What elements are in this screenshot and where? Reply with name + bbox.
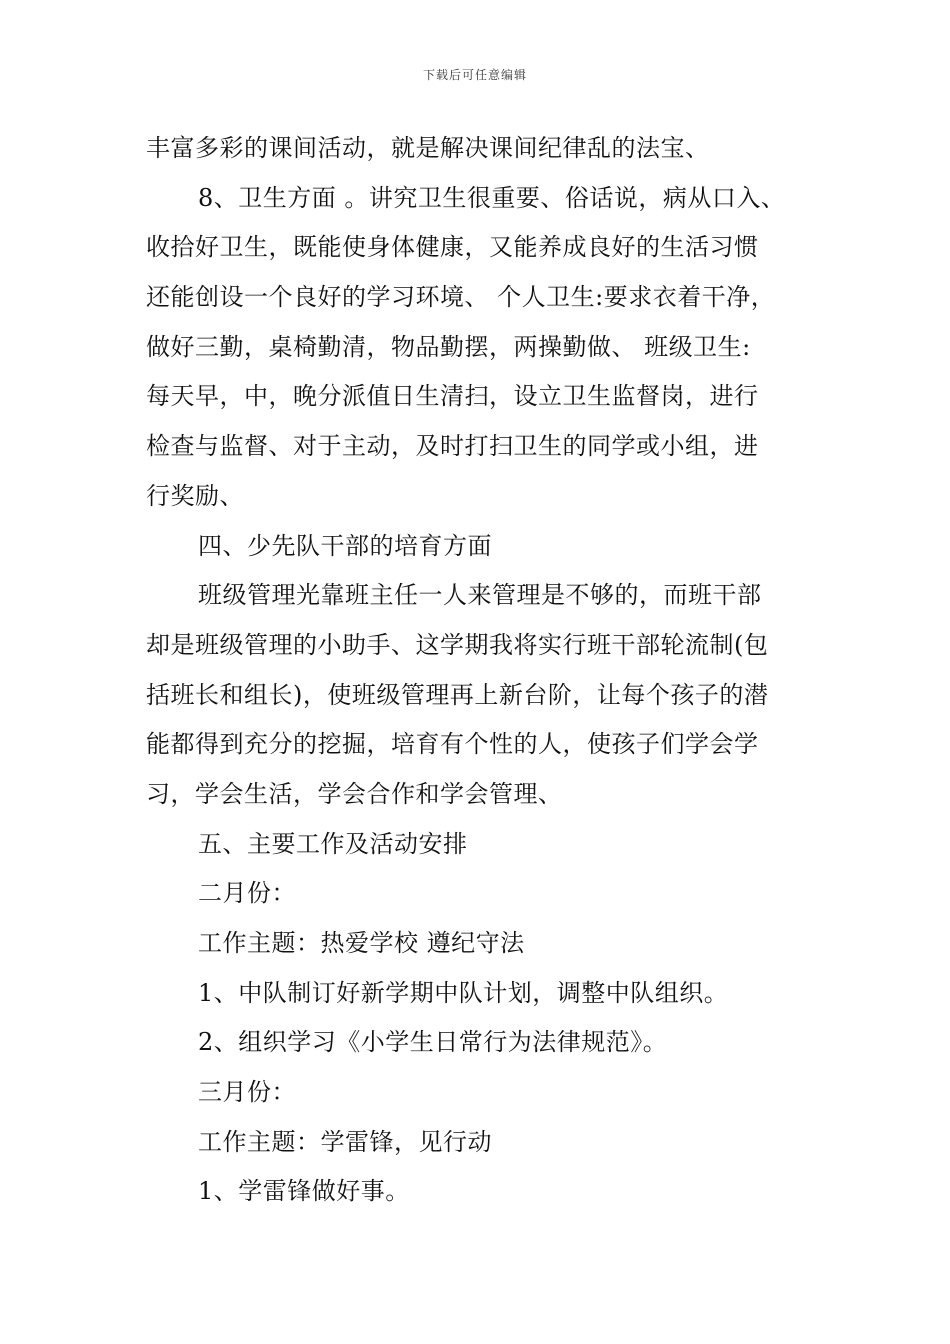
text-line: 8、卫生方面 。讲究卫生很重要、俗话说，病从口入、 [198,183,786,212]
work-theme: 工作主题：热爱学校 遵纪守法 [198,929,525,957]
text-line: 还能创设一个良好的学习环境、 个人卫生:要求衣着干净， [146,283,776,312]
page-header-note: 下载后可任意编辑 [422,68,527,82]
text-line: 行奖励、 [146,481,244,510]
document-body [146,124,816,1217]
text-line: 括班长和组长)，使班级管理再上新台阶，让每个孩子的潜 [146,680,769,709]
text-line: 却是班级管理的小助手、这学期我将实行班干部轮流制(包 [146,630,769,659]
text-line: 丰富多彩的课间活动，就是解决课间纪律乱的法宝、 [146,134,710,162]
text-line: 班级管理光靠班主任一人来管理是不够的，而班干部 [198,581,762,610]
text-line: 做好三勤，桌椅勤清，物品勤摆，两操勤做、 班级卫生: [146,332,751,361]
text-line: 检查与监督、对于主动，及时打扫卫生的同学或小组，进 [146,432,759,461]
month-heading: 三月份： [198,1078,296,1107]
text-line: 收拾好卫生，既能使身体健康，又能养成良好的生活习惯 [146,233,759,262]
list-item: 1、学雷锋做好事。 [198,1177,410,1206]
month-heading: 二月份： [198,879,296,908]
list-item: 1、中队制订好新学期中队计划，调整中队组织。 [198,978,729,1007]
work-theme: 工作主题：学雷锋，见行动 [198,1127,492,1156]
section-heading: 四、少先队干部的培育方面 [198,531,492,560]
text-line: 习，学会生活，学会合作和学会管理、 [146,779,563,808]
text-line: 能都得到充分的挖掘，培育有个性的人，使孩子们学会学 [146,730,759,759]
section-heading: 五、主要工作及活动安排 [198,829,468,858]
list-item: 2、组织学习《小学生日常行为法律规范》。 [198,1028,668,1057]
text-line: 每天早，中，晚分派值日生清扫，设立卫生监督岗，进行 [146,382,759,411]
